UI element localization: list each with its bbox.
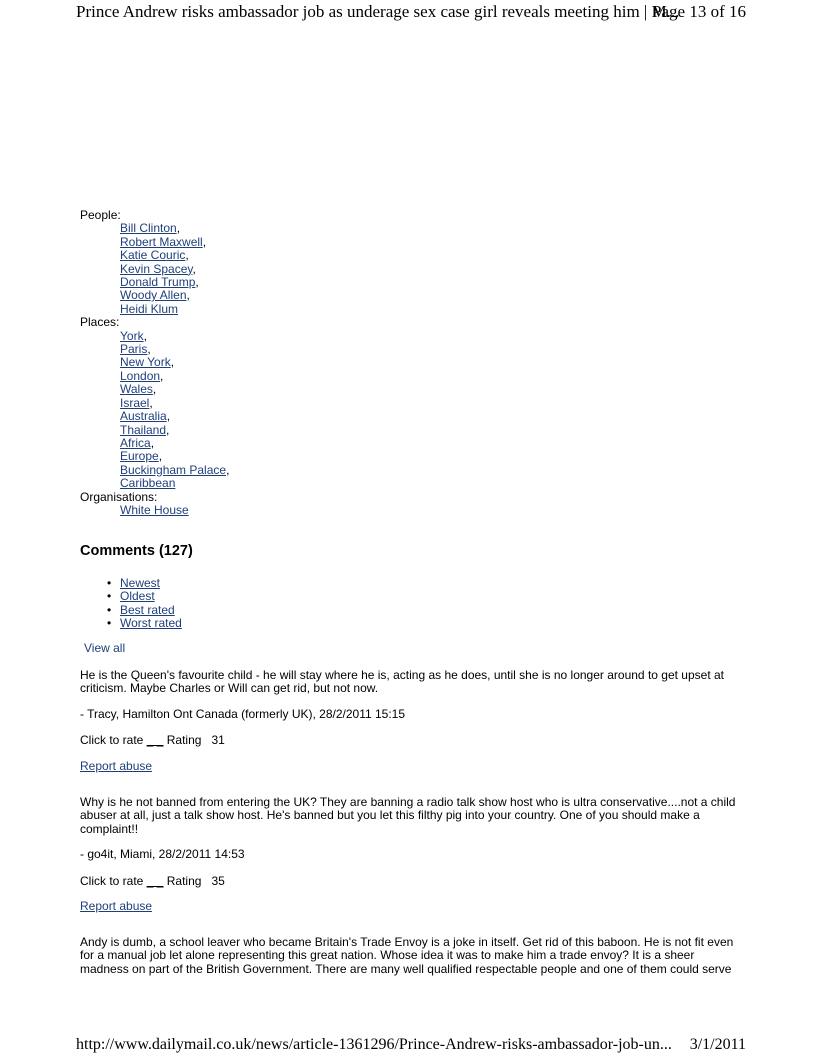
tag-item-people: Donald Trump, xyxy=(120,275,199,290)
rating-value: 35 xyxy=(211,873,225,888)
tag-item-places: Europe, xyxy=(120,449,163,464)
tag-link[interactable]: White House xyxy=(120,502,189,517)
tag-item-places: Paris, xyxy=(120,342,151,357)
tag-item-people: Katie Couric, xyxy=(120,248,189,263)
places-label: Places: xyxy=(80,315,120,330)
tag-link[interactable]: Africa xyxy=(120,435,151,450)
organisations-label: Organisations: xyxy=(80,489,158,504)
tag-item-places: London, xyxy=(120,368,164,383)
tag-item-places: Israel, xyxy=(120,395,153,410)
bullet-icon: • xyxy=(107,589,112,604)
comment-rating-row xyxy=(80,875,736,888)
tag-item-organisations xyxy=(80,504,229,517)
print-header-title: Prince Andrew risks ambassador job as underage sex case girl reveals meeting him | M... xyxy=(76,2,680,21)
tag-link[interactable]: Robert Maxwell xyxy=(120,234,203,249)
comment-meta: - go4it, Miami, 28/2/2011 14:53 xyxy=(80,847,245,862)
tag-link[interactable]: Katie Couric xyxy=(120,248,186,263)
tag-item-places: New York, xyxy=(120,355,175,370)
tag-link[interactable]: Woody Allen xyxy=(120,288,187,303)
sort-option xyxy=(80,590,182,603)
tag-link[interactable]: Donald Trump xyxy=(120,275,196,290)
sort-option xyxy=(80,604,182,617)
sort-best-rated-link[interactable]: Best rated xyxy=(120,602,175,617)
rating-label: Rating xyxy=(166,873,202,888)
tag-link[interactable]: Caribbean xyxy=(120,476,176,491)
tag-item-people: Bill Clinton, xyxy=(120,221,181,236)
sort-option xyxy=(80,617,182,630)
article-tags xyxy=(80,209,229,517)
rating-value: 31 xyxy=(211,733,225,748)
print-footer-date: 3/1/2011 xyxy=(689,1036,746,1053)
view-all-link[interactable]: View all xyxy=(84,641,126,655)
tag-item-places: Wales, xyxy=(120,382,157,397)
tag-link[interactable]: Heidi Klum xyxy=(120,301,179,316)
comment xyxy=(80,669,736,773)
comment-body: Andy is dumb, a school leaver who became Britain's Trade Envoy is a joke in itself. Get rid of this baboon. He is not fit even for a manual job let alone representing this great nation. Whose idea it was to make him a trade envoy? It is a sheer madness on part of the British Government. There are many well qualified respectable people and one of them could serve xyxy=(80,935,734,976)
rate-links[interactable]: _ _ xyxy=(146,733,164,748)
comment-rating-row xyxy=(80,734,736,747)
comment xyxy=(80,936,736,976)
rate-links[interactable]: _ _ xyxy=(146,873,164,888)
tag-item-places xyxy=(80,477,229,490)
tag-link[interactable]: Buckingham Palace xyxy=(120,462,227,477)
tag-item-places: Australia, xyxy=(120,409,171,424)
sort-newest-link[interactable]: Newest xyxy=(120,576,161,590)
sort-option xyxy=(80,577,182,590)
sort-oldest-link[interactable]: Oldest xyxy=(120,589,155,604)
comment-body: Why is he not banned from entering the UK? They are banning a radio talk show host who is ultra conservative....not a child abuser at all, just a talk show host. He's banned but you let this filthy pig into your country. One of you should make a complaint!! xyxy=(80,795,736,836)
report-abuse-link[interactable]: Report abuse xyxy=(80,899,153,914)
tag-item-places: Buckingham Palace, xyxy=(120,462,230,477)
tag-item-people: Kevin Spacey, xyxy=(120,261,196,276)
tag-link[interactable]: York xyxy=(120,328,144,343)
comment-body: He is the Queen's favourite child - he will stay where he is, acting as he does, until she is no longer around to get upset at criticism. Maybe Charles or Will can get rid, but not now. xyxy=(80,668,724,696)
click-to-rate-label: Click to rate xyxy=(80,733,144,748)
tag-item-places: Thailand, xyxy=(120,422,170,437)
bullet-icon: • xyxy=(107,602,112,617)
tag-link[interactable]: Paris xyxy=(120,342,148,357)
tag-link[interactable]: Kevin Spacey xyxy=(120,261,193,276)
tag-item-places: York, xyxy=(120,328,147,343)
click-to-rate-label: Click to rate xyxy=(80,873,144,888)
tag-item-places: Africa, xyxy=(120,435,155,450)
tag-item-people: Robert Maxwell, xyxy=(120,234,207,249)
bullet-icon: • xyxy=(107,576,112,590)
comment-meta: - Tracy, Hamilton Ont Canada (formerly UK), 28/2/2011 15:15 xyxy=(80,706,406,721)
print-footer-url: http://www.dailymail.co.uk/news/article-1361296/Prince-Andrew-risks-ambassador-job-un... xyxy=(76,1036,672,1053)
tag-link[interactable]: New York xyxy=(120,355,171,370)
tag-link[interactable]: Israel xyxy=(120,395,150,410)
comment-sort-options xyxy=(80,577,182,631)
print-header-page-number: Page 13 of 16 xyxy=(652,2,746,21)
tag-link[interactable]: Thailand xyxy=(120,422,167,437)
comment xyxy=(80,796,736,913)
bullet-icon: • xyxy=(107,616,112,631)
report-abuse-link[interactable]: Report abuse xyxy=(80,758,153,773)
tag-item-people xyxy=(80,303,229,316)
tag-link[interactable]: London xyxy=(120,368,161,383)
tag-link[interactable]: Wales xyxy=(120,382,153,397)
tag-link[interactable]: Bill Clinton xyxy=(120,221,177,236)
tag-link[interactable]: Europe xyxy=(120,449,159,464)
comments-heading: Comments (127) xyxy=(80,543,193,559)
rating-label: Rating xyxy=(166,733,202,748)
tag-link[interactable]: Australia xyxy=(120,409,167,424)
tag-item-people: Woody Allen, xyxy=(120,288,190,303)
sort-worst-rated-link[interactable]: Worst rated xyxy=(120,616,182,631)
people-label: People: xyxy=(80,208,121,222)
